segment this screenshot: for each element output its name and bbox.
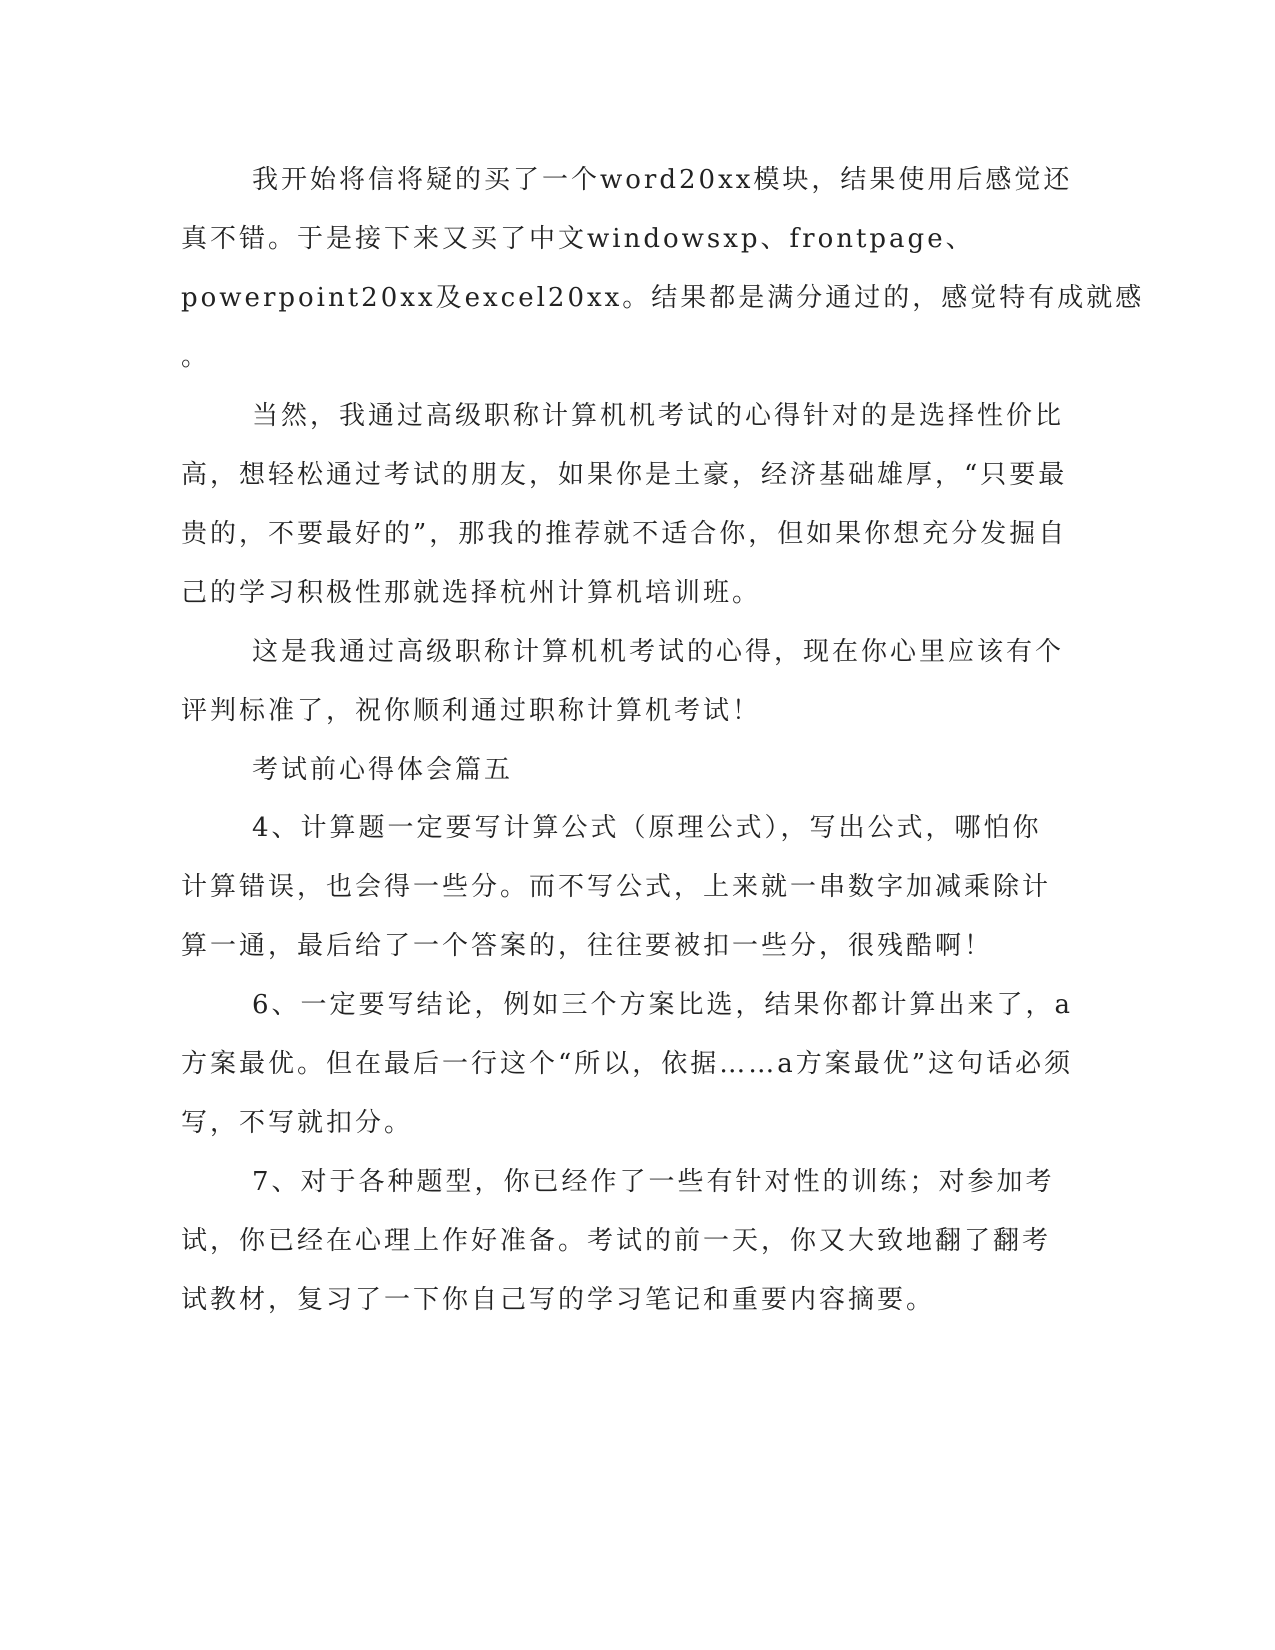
text-line: 方案最优。但在最后一行这个“所以，依据……a方案最优”这句话必须 — [181, 1049, 1074, 1079]
text-line: 高，想轻松通过考试的朋友，如果你是土豪，经济基础雄厚，“只要最 — [181, 460, 1068, 490]
text-line: 计算错误，也会得一些分。而不写公式，上来就一串数字加减乘除计 — [181, 872, 1052, 902]
text-line: 算一通，最后给了一个答案的，往往要被扣一些分，很残酷啊！ — [181, 931, 994, 961]
section-heading: 考试前心得体会篇五 — [252, 755, 514, 785]
text-line: 试，你已经在心理上作好准备。考试的前一天，你又大致地翻了翻考 — [181, 1226, 1052, 1256]
text-line: 当然，我通过高级职称计算机机考试的心得针对的是选择性价比 — [252, 401, 1065, 431]
text-line: 写，不写就扣分。 — [181, 1108, 414, 1138]
text-line: 贵的，不要最好的”，那我的推荐就不适合你，但如果你想充分发掘自 — [181, 519, 1068, 549]
text-line: 7、对于各种题型，你已经作了一些有针对性的训练；对参加考 — [252, 1167, 1055, 1197]
text-line: 己的学习积极性那就选择杭州计算机培训班。 — [181, 578, 762, 608]
text-line: powerpoint20xx及excel20xx。结果都是满分通过的，感觉特有成就感 — [181, 283, 1145, 313]
text-line: 。 — [181, 342, 211, 372]
text-line: 6、一定要写结论，例如三个方案比选，结果你都计算出来了，a — [252, 990, 1074, 1020]
text-line: 试教材，复习了一下你自己写的学习笔记和重要内容摘要。 — [181, 1285, 936, 1315]
text-line: 4、计算题一定要写计算公式（原理公式），写出公式，哪怕你 — [252, 813, 1042, 843]
text-line: 我开始将信将疑的买了一个word20xx模块，结果使用后感觉还 — [252, 165, 1073, 195]
text-line: 真不错。于是接下来又买了中文windowsxp、frontpage、 — [181, 224, 975, 254]
text-line: 这是我通过高级职称计算机机考试的心得，现在你心里应该有个 — [252, 637, 1065, 667]
text-line: 评判标准了，祝你顺利通过职称计算机考试！ — [181, 696, 762, 726]
